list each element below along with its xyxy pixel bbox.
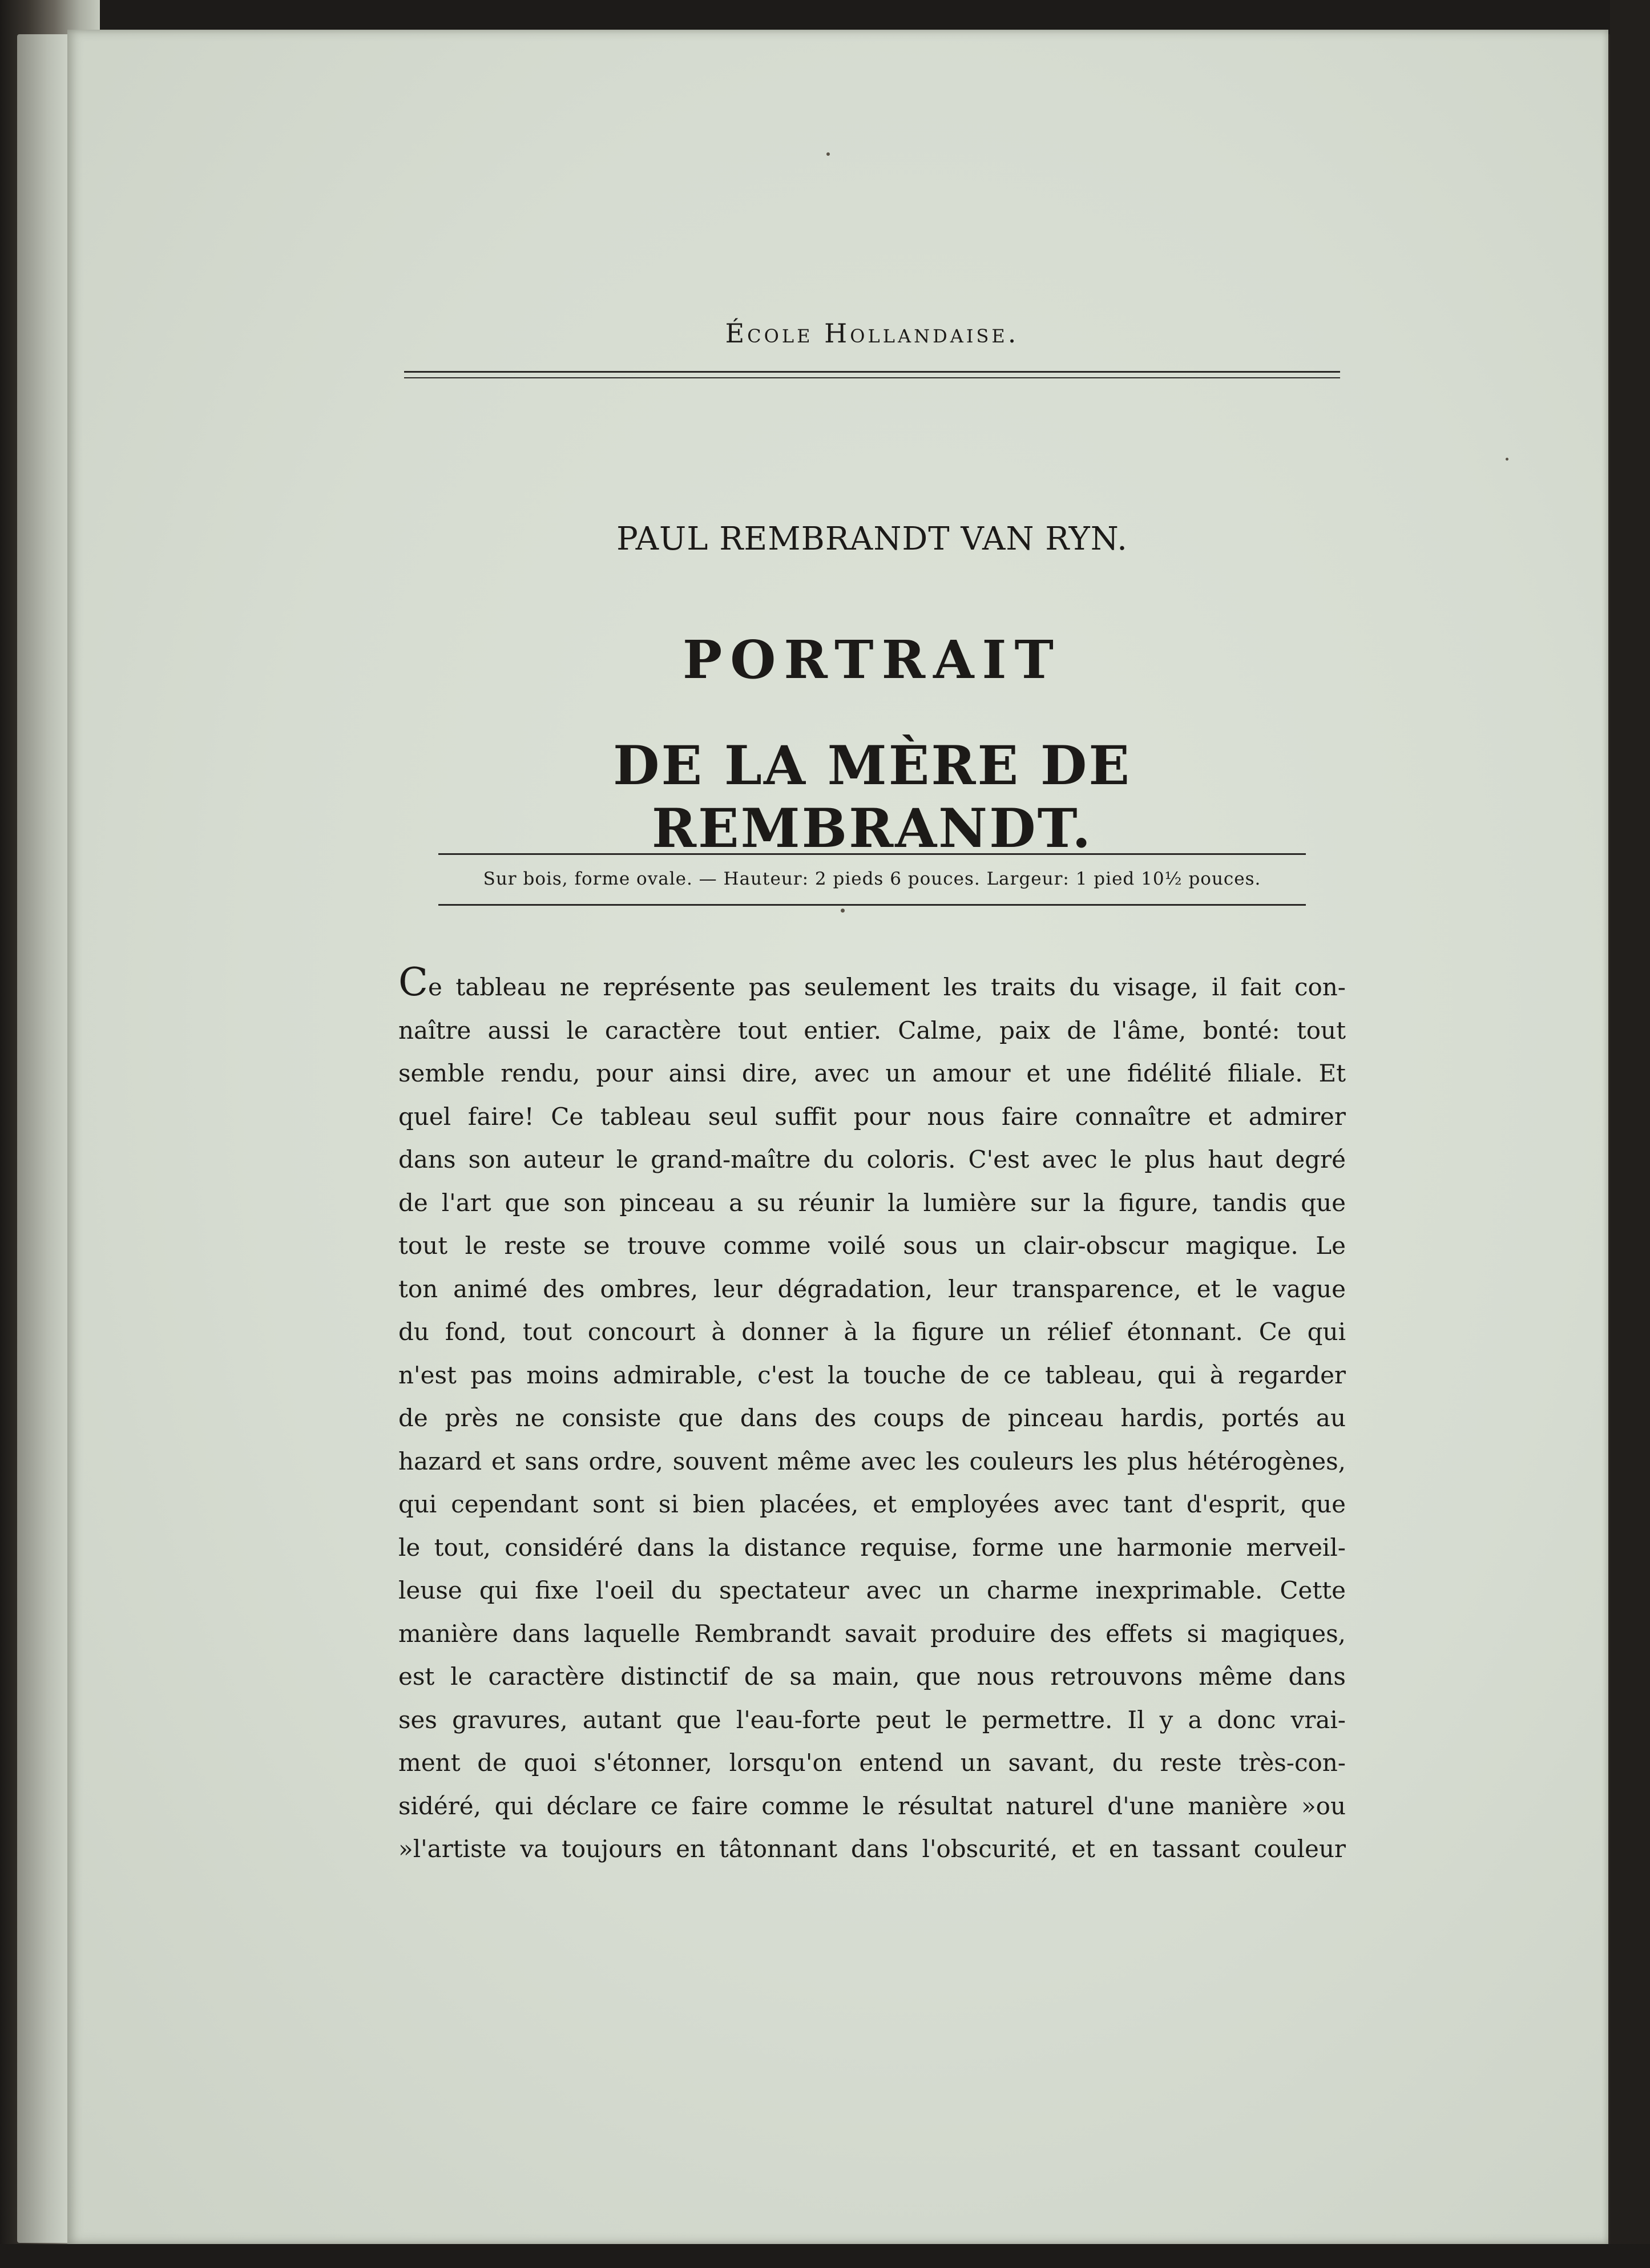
body-line: tout le reste se trouve comme voilé sous un clair-obscur magique. Le: [398, 1232, 1346, 1260]
body-line: naître aussi le caractère tout entier. Calme, paix de l'âme, bonté: tout: [398, 1016, 1346, 1044]
body-line: sidéré, qui déclare ce faire comme le résultat naturel d'une manière »ou: [398, 1791, 1346, 1820]
paper-speck: [826, 152, 830, 156]
book-page: [67, 30, 1608, 2244]
body-line: est le caractère distinctif de sa main, que nous retrouvons même dans: [398, 1662, 1346, 1690]
body-text: [398, 966, 1346, 1871]
body-line: leuse qui fixe l'oeil du spectateur avec un charme inexprimable. Cette: [398, 1576, 1346, 1604]
drop-cap: C: [398, 966, 429, 1005]
body-line: qui cependant sont si bien placées, et employées avec tant d'esprit, que: [398, 1490, 1346, 1518]
title-line-1: PORTRAIT: [683, 629, 1062, 691]
body-line: n'est pas moins admirable, c'est la touche de ce tableau, qui à regarder: [398, 1361, 1346, 1389]
scan-right-border: [1610, 0, 1650, 2268]
body-line: »l'artiste va toujours en tâtonnant dans l'obscurité, et en tassant couleur: [398, 1835, 1346, 1863]
body-line: de l'art que son pinceau a su réunir la lumière sur la figure, tandis que: [398, 1188, 1346, 1217]
body-line: de près ne consiste que dans des coups de pinceau hardis, portés au: [398, 1404, 1346, 1432]
paper-speck: [841, 909, 845, 913]
body-line: manière dans laquelle Rembrandt savait produire des effets si magiques,: [398, 1619, 1346, 1648]
body-line: hazard et sans ordre, souvent même avec les couleurs les plus hétérogènes,: [398, 1447, 1346, 1475]
body-line: Ce tableau ne représente pas seulement les traits du visage, il fait con-: [398, 966, 1346, 1009]
body-line: du fond, tout concourt à donner à la figure un rélief étonnant. Ce qui: [398, 1318, 1346, 1346]
school-heading: École Hollandaise.: [725, 318, 1019, 349]
header-double-rule: [404, 371, 1340, 378]
body-line: dans son auteur le grand-maître du coloris. C'est avec le plus haut degré: [398, 1145, 1346, 1173]
body-line: ton animé des ombres, leur dégradation, leur transparence, et le vague: [398, 1274, 1346, 1303]
meta-bottom-rule: [438, 904, 1306, 906]
body-line: le tout, considéré dans la distance requise, forme une harmonie merveil-: [398, 1533, 1346, 1561]
body-line: ment de quoi s'étonner, lorsqu'on entend un savant, du reste très-con-: [398, 1749, 1346, 1777]
left-page-edge: [17, 34, 68, 2243]
body-line: ses gravures, autant que l'eau-forte peut le permettre. Il y a donc vrai-: [398, 1705, 1346, 1734]
scan-bottom-border: [0, 2244, 1650, 2268]
body-line: quel faire! Ce tableau seul suffit pour nous faire connaître et admirer: [398, 1102, 1346, 1131]
artist-name: PAUL REMBRANDT VAN RYN.: [616, 520, 1128, 558]
dimensions-line: Sur bois, forme ovale. — Hauteur: 2 pieds 6 pouces. Largeur: 1 pied 10½ pouces.: [483, 869, 1261, 889]
paper-speck: [1506, 458, 1508, 461]
title-line-2: DE LA MÈRE DE REMBRANDT.: [613, 735, 1131, 860]
body-line: semble rendu, pour ainsi dire, avec un amour et une fidélité filiale. Et: [398, 1059, 1346, 1087]
scan-top-border: [0, 0, 1650, 34]
meta-top-rule: [438, 853, 1306, 855]
